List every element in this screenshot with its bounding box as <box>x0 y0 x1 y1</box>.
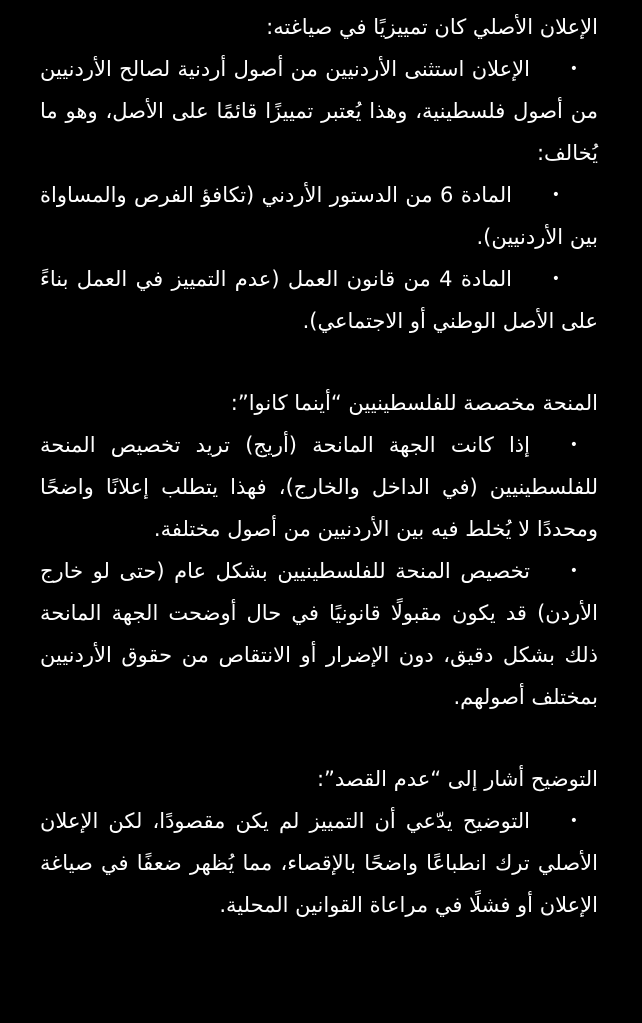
sub-list-item-text: المادة 6 من الدستور الأردني (تكافؤ الفرص والمساواة بين الأردنيين). <box>40 183 598 249</box>
list-item-text: إذا كانت الجهة المانحة (أريج) تريد تخصيص المنحة للفلسطينيين (في الداخل والخارج)، فهذا يتطلب إعلانًا واضحًا ومحددًا لا يُخلط فيه بين الأردنيين من أصول مختلفة. <box>40 433 598 541</box>
sub-list-item <box>40 174 598 258</box>
list-item-text: التوضيح يدّعي أن التمييز لم يكن مقصودًا، لكن الإعلان الأصلي ترك انطباعًا واضحًا بالإقصاء، مما يُظهر ضعفًا في صياغة الإعلان أو فشلًا في مراعاة القوانين المحلية. <box>40 809 598 917</box>
section-clarification <box>40 758 598 926</box>
list-item <box>40 800 598 926</box>
bullet-list <box>40 48 598 174</box>
bullet-icon: • <box>569 563 578 579</box>
bullet-icon: • <box>569 437 578 453</box>
sub-bullet-list <box>40 174 598 342</box>
sub-list-item-text: المادة 4 من قانون العمل (عدم التمييز في العمل بناءً على الأصل الوطني أو الاجتماعي). <box>40 267 598 333</box>
list-item <box>40 48 598 174</box>
section-heading: المنحة مخصصة للفلسطينيين “أينما كانوا”: <box>230 391 598 415</box>
list-item-text: الإعلان استثنى الأردنيين من أصول أردنية لصالح الأردنيين من أصول فلسطينية، وهذا يُعتبر تمييزًا قائمًا على الأصل، وهو ما يُخالف: <box>40 57 598 165</box>
bullet-icon: • <box>569 61 578 77</box>
bullet-icon: • <box>551 271 560 287</box>
section-discrimination <box>40 6 598 342</box>
bullet-list <box>40 800 598 926</box>
section-heading: الإعلان الأصلي كان تمييزيًا في صياغته: <box>266 15 598 39</box>
sub-list-item <box>40 258 598 342</box>
bullet-icon: • <box>551 187 560 203</box>
section-grant-allocation <box>40 382 598 718</box>
bullet-icon: • <box>569 813 578 829</box>
list-item <box>40 550 598 718</box>
bullet-list <box>40 424 598 718</box>
section-heading: التوضيح أشار إلى “عدم القصد”: <box>316 767 598 791</box>
list-item-text: تخصيص المنحة للفلسطينيين بشكل عام (حتى لو خارج الأردن) قد يكون مقبولًا قانونيًا في حال أوضحت الجهة المانحة ذلك بشكل دقيق، دون الإضرار أو الانتقاص من حقوق الأردنيين بمختلف أصولهم. <box>40 559 598 709</box>
list-item <box>40 424 598 550</box>
